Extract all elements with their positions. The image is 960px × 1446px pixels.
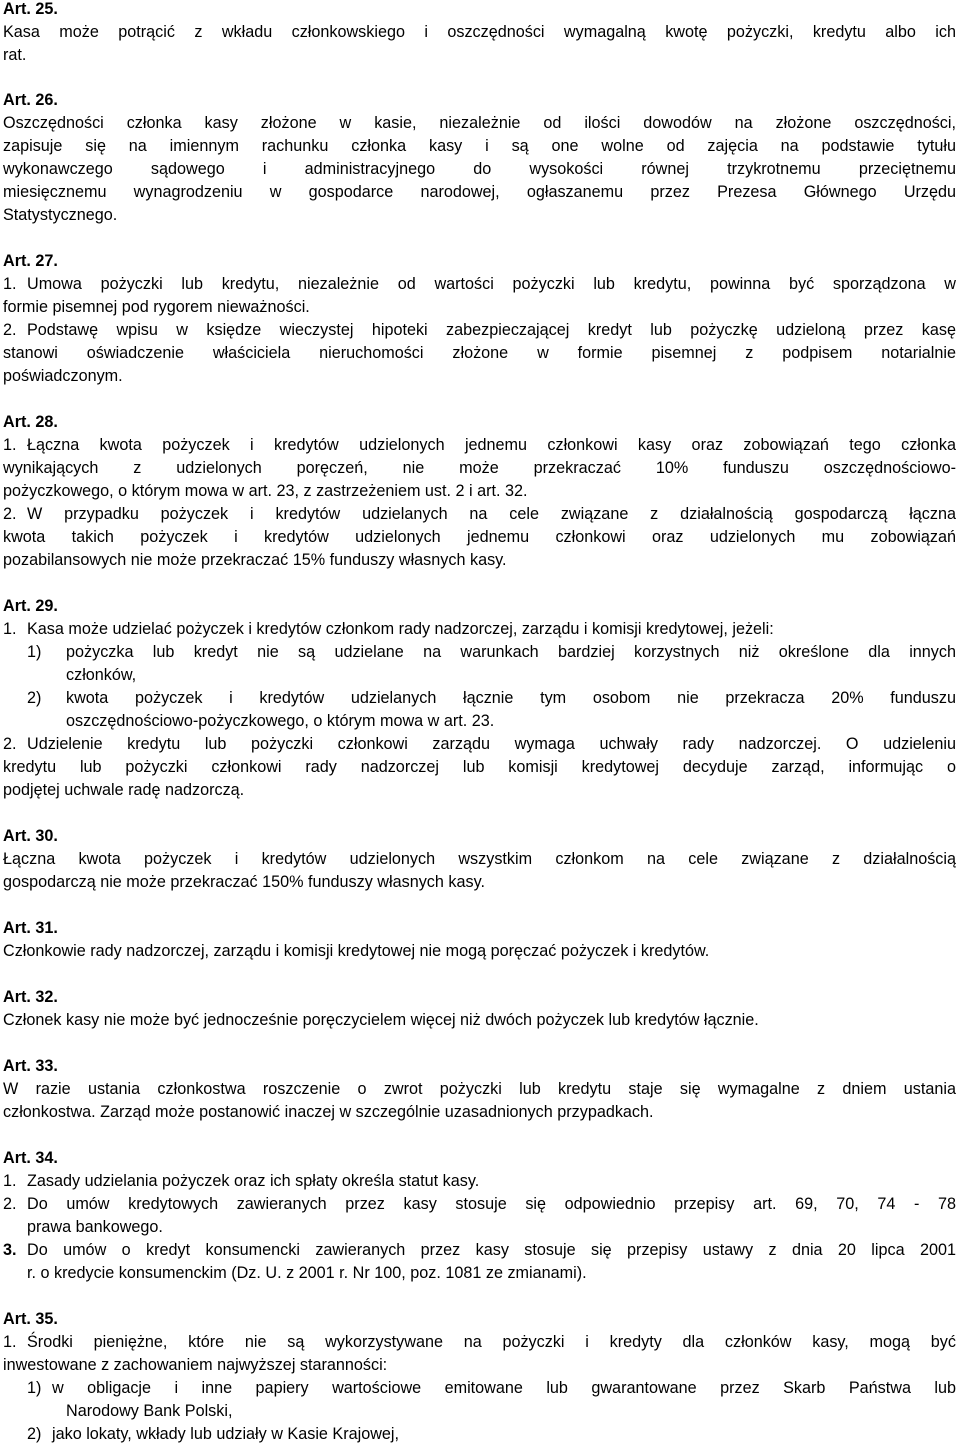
article-heading: Art. 31. — [3, 919, 58, 937]
text-line: Członkowie rady nadzorczej, zarządu i komisji kredytowej nie mogą poręczać pożyczek i kredytów. — [3, 942, 710, 960]
text-line: Do umów o kredyt konsumencki zawieranych przez kasy stosuje się przepisy ustawy z dnia 20 lipca 2001 — [27, 1241, 956, 1259]
list-item-text: w obligacje i inne papiery wartościowe emitowane lub gwarantowane przez Skarb Państwa lub — [52, 1379, 956, 1397]
article-heading: Art. 34. — [3, 1149, 58, 1167]
text-line: Umowa pożyczki lub kredytu, niezależnie od wartości pożyczki lub kredytu, powinna być sporządzona w — [27, 275, 956, 293]
article-heading: Art. 25. — [3, 0, 58, 18]
list-item-number: 2) — [27, 1425, 42, 1443]
article-heading: Art. 27. — [3, 252, 58, 270]
text-line: r. o kredycie konsumenckim (Dz. U. z 2001 r. Nr 100, poz. 1081 ze zmianami). — [27, 1264, 587, 1282]
text-line: prawa bankowego. — [27, 1218, 163, 1236]
text-line: Udzielenie kredytu lub pożyczki członkowi zarządu wymaga uchwały rady nadzorczej. O udzieleniu — [27, 735, 956, 753]
article-heading: Art. 26. — [3, 91, 58, 109]
article-heading: Art. 33. — [3, 1057, 58, 1075]
paragraph-number: 2. — [3, 505, 17, 523]
paragraph-number: 2. — [3, 321, 17, 339]
text-line: formie pisemnej pod rygorem nieważności. — [3, 298, 310, 316]
list-item-text: Narodowy Bank Polski, — [66, 1402, 233, 1420]
article-heading: Art. 32. — [3, 988, 58, 1006]
text-line: Kasa może potrącić z wkładu członkowskiego i oszczędności wymagalną kwotę pożyczki, kredytu albo ich — [3, 23, 956, 41]
list-item-text: oszczędnościowo-pożyczkowego, o którym mowa w art. 23. — [66, 712, 495, 730]
text-line: Do umów kredytowych zawieranych przez kasy stosuje się odpowiednio przepisy art. 69, 70, 74 - 78 — [27, 1195, 956, 1213]
text-line: podjętej uchwale radę nadzorczą. — [3, 781, 245, 799]
text-line: pożyczkowego, o którym mowa w art. 23, z zastrzeżeniem ust. 2 i art. 32. — [3, 482, 528, 500]
text-line: Łączna kwota pożyczek i kredytów udzielonych jednemu członkowi kasy oraz zobowiązań tego członka — [27, 436, 956, 454]
list-item-text: jako lokaty, wkłady lub udziały w Kasie Krajowej, — [52, 1425, 399, 1443]
paragraph-number: 3. — [3, 1241, 17, 1259]
article-heading: Art. 29. — [3, 597, 58, 615]
text-line: Podstawę wpisu w księdze wieczystej hipoteki zabezpieczającej kredyt lub pożyczkę udzieloną przez kasę — [27, 321, 956, 339]
list-item-text: pożyczka lub kredyt nie są udzielane na warunkach bardziej korzystnych niż określone dla innych — [66, 643, 956, 661]
text-line: pozabilansowych nie może przekraczać 15% funduszy własnych kasy. — [3, 551, 507, 569]
text-line: członkostwa. Zarząd może postanowić inaczej w szczególnie uzasadnionych przypadkach. — [3, 1103, 654, 1121]
paragraph-number: 2. — [3, 735, 17, 753]
text-line: Łączna kwota pożyczek i kredytów udzielonych wszystkim członkom na cele związane z działalnością — [3, 850, 956, 868]
paragraph-number: 1. — [3, 1172, 17, 1190]
text-line: inwestowane z zachowaniem najwyższej staranności: — [3, 1356, 388, 1374]
article-heading: Art. 35. — [3, 1310, 58, 1328]
text-line: Środki pieniężne, które nie są wykorzystywane na pożyczki i kredyty dla członków kasy, mogą być — [27, 1333, 956, 1351]
paragraph-number: 1. — [3, 620, 17, 638]
list-item-number: 2) — [27, 689, 42, 707]
text-line: rat. — [3, 46, 27, 64]
text-line: W razie ustania członkostwa roszczenie o zwrot pożyczki lub kredytu staje się wymagalne z dniem ustania — [3, 1080, 956, 1098]
list-item-number: 1) — [27, 1379, 42, 1397]
text-line: wynikających z udzielonych poręczeń, nie może przekraczać 10% funduszu oszczędnościowo- — [3, 459, 956, 477]
list-item-text: członków, — [66, 666, 137, 684]
paragraph-number: 1. — [3, 275, 17, 293]
text-line: kredytu lub pożyczki członkowi rady nadzorczej lub komisji kredytowej decyduje zarząd, informując o — [3, 758, 956, 776]
text-line: gospodarczą nie może przekraczać 150% funduszy własnych kasy. — [3, 873, 485, 891]
paragraph-number: 1. — [3, 1333, 17, 1351]
text-line: miesięcznemu wynagrodzeniu w gospodarce narodowej, ogłaszanemu przez Prezesa Głównego Urzędu — [3, 183, 956, 201]
article-heading: Art. 30. — [3, 827, 58, 845]
text-line: Zasady udzielania pożyczek oraz ich spłaty określa statut kasy. — [27, 1172, 480, 1190]
list-item-number: 1) — [27, 643, 42, 661]
article-heading: Art. 28. — [3, 413, 58, 431]
text-line: Oszczędności członka kasy złożone w kasie, niezależnie od ilości dowodów na złożone oszczędności, — [3, 114, 956, 132]
paragraph-number: 2. — [3, 1195, 17, 1213]
text-line: Statystycznego. — [3, 206, 118, 224]
text-line: poświadczonym. — [3, 367, 123, 385]
text-line: kwota takich pożyczek i kredytów udzielonych jednemu członkowi oraz udzielonych mu zobowiązań — [3, 528, 956, 546]
text-line: wykonawczego sądowego i administracyjnego do wysokości równej trzykrotnemu przeciętnemu — [3, 160, 956, 178]
text-line: Członek kasy nie może być jednocześnie poręczycielem więcej niż dwóch pożyczek lub kredytów łącznie. — [3, 1011, 759, 1029]
list-item-text: kwota pożyczek i kredytów udzielanych łącznie tym osobom nie przekracza 20% funduszu — [66, 689, 956, 707]
text-line: stanowi oświadczenie właściciela nieruchomości złożone w formie pisemnej z podpisem notarialnie — [3, 344, 956, 362]
paragraph-number: 1. — [3, 436, 17, 454]
text-line: Kasa może udzielać pożyczek i kredytów członkom rady nadzorczej, zarządu i komisji kredytowej, jeżeli: — [27, 620, 774, 638]
text-line: W przypadku pożyczek i kredytów udzielanych na cele związane z działalnością gospodarczą łączna — [27, 505, 956, 523]
text-line: zapisuje się na imiennym rachunku członka kasy i są one wolne od zajęcia na podstawie tytułu — [3, 137, 956, 155]
